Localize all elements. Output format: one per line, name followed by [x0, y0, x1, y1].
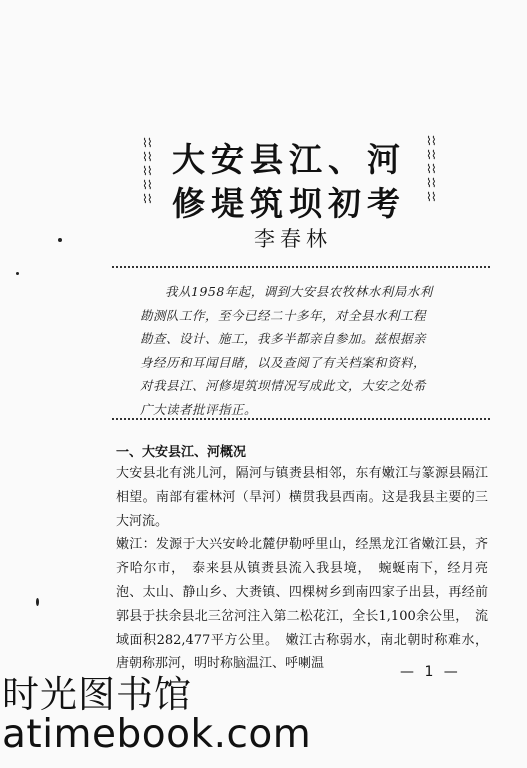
scan-speck	[36, 598, 39, 606]
scan-speck	[58, 238, 62, 242]
watermark-en: atimebook.com	[2, 712, 312, 757]
page-number: — 1 —	[400, 664, 461, 680]
right-squiggle-ornament: ⌇⌇ ⌇⌇ ⌇⌇ ⌇⌇ ⌇⌇	[426, 134, 436, 204]
left-squiggle-ornament: ⌇⌇ ⌇⌇ ⌇⌇ ⌇⌇ ⌇⌇	[142, 136, 152, 206]
preface-line: 勘测队工作，至今已经二十多年，对全县水利工程	[140, 307, 427, 323]
paragraph: 大安县北有洮儿河，隔河与镇赉县相邻，东有嫩江与篆源县隔江相望。南部有霍林河（旱河）横贯我县西南。这是我县主要的三大河流。	[116, 466, 488, 529]
author-name: 李春林	[254, 227, 332, 251]
preface-line: 广大读者批评指正。	[140, 401, 258, 417]
title-line-2: 修堤筑坝初考	[172, 184, 406, 223]
preface-block	[140, 280, 468, 421]
preface-top-divider	[112, 266, 490, 268]
section-heading: 一、大安县江、河概况	[116, 445, 247, 460]
scan-speck	[16, 272, 19, 275]
preface-line: 我从1958年起，调到大安县农牧林水利局水利	[165, 284, 433, 299]
title-line-1: 大安县江、河	[172, 140, 406, 179]
watermark-cn: 时光图书馆	[2, 673, 192, 716]
preface-bottom-divider	[112, 418, 490, 420]
preface-line: 对我县江、河修堤筑坝情况写成此文，大安之处希	[140, 378, 427, 393]
preface-line: 勘查、设计、施工，我多半都亲自参加。兹根据亲	[140, 331, 427, 346]
preface-line: 身经历和耳闻目睹，以及查阅了有关档案和资料，	[140, 354, 427, 370]
paragraph: 嫩江：发源于大兴安岭北麓伊勒呼里山，经黑龙江省嫩江县，齐齐哈尔市， 泰来县从镇赉县流入我县境， 蜿蜒南下，经月亮泡、太山、静山乡、大赉镇、四棵树乡到南四家子出县，再经前郭县于扶余县北三岔河注入第二松花江，全长1,100余公里， 流域面积282,477平方公里。 嫩江古称弱水，南北朝时称难水，唐朝称那河，明时称脑温江、呼喇温	[116, 537, 488, 672]
body-text	[116, 462, 488, 676]
